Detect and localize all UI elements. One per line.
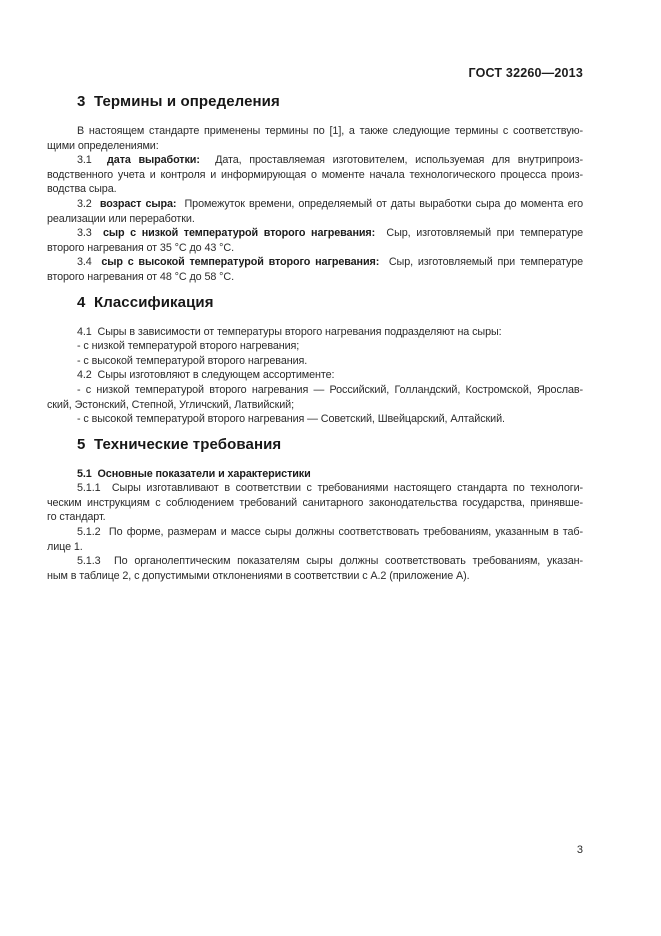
bold-term: сыр с высокой температурой второго нагревания: [101,256,380,269]
text-run: Сыр, изготовляемый при температуре [375,227,583,240]
section-heading: 3 Термины и определения [77,93,280,110]
paragraph [47,467,583,482]
paragraph-line [47,124,583,139]
paragraph-line [47,226,583,241]
bold-term: 5.1 Основные показатели и характеристики [77,467,311,480]
paragraph-line [47,412,583,427]
text-run: 4.1 Сыры в зависимости от температуры второго нагревания подразделяют на сыры: [77,325,502,338]
text-run: 3.2 [77,197,100,210]
text-run: 3.3 [77,227,103,240]
paragraph-line [47,197,583,212]
text-run: второго нагревания от 35 °С до 43 °С. [47,241,234,254]
text-run: го стандарт. [47,511,106,524]
paragraph [47,325,583,427]
paragraph [47,226,583,255]
paragraph [47,255,583,284]
paragraph-line [47,554,583,569]
paragraph-line [47,139,583,154]
page-number: 3 [576,844,583,856]
text-run: лице 1. [47,540,83,553]
text-run: водственного учета и контроля и информирующая о моменте начала технологического процесса произ- [47,168,583,181]
paragraph [47,153,583,197]
paragraph-line [47,241,583,256]
standard-designation-header: ГОСТ 32260—2013 [468,66,583,80]
text-run: 5.1.1 Сыры изготавливают в соответствии с требованиями настоящего стандарта по технологи- [77,482,583,495]
paragraph [47,525,583,554]
text-run: 5.1.3 По органолептическим показателям сыры должны соответствовать требованиям, указан- [77,555,583,568]
paragraph-line [47,354,583,369]
paragraph-line [47,368,583,383]
text-run: - с низкой температурой второго нагревания; [77,340,300,353]
paragraph-line [47,325,583,340]
text-run: водства сыра. [47,183,117,196]
paragraph-line [47,569,583,584]
section-heading: 5 Технические требования [77,435,282,453]
paragraph-line [47,255,583,270]
text-run: 3.4 [77,256,102,269]
text-run: - с высокой температурой второго нагревания. [77,354,308,367]
section-heading: 4 Классификация [77,293,214,311]
text-run: щими определениями: [47,139,159,152]
paragraph-line [47,510,583,525]
paragraph-line [47,540,583,555]
paragraph-line [47,153,583,168]
paragraph [47,197,583,226]
paragraph-line [47,270,583,285]
text-run: Промежуток времени, определяемый от даты выработки сыра до момента его [176,197,583,210]
text-run: - с высокой температурой второго нагревания — Советский, Швейцарский, Алтайский. [77,413,505,426]
paragraph-line [47,168,583,183]
text-run: второго нагревания от 48 °С до 58 °С. [47,270,234,283]
paragraph-line [47,182,583,197]
bold-term: сыр с низкой температурой второго нагревания: [103,227,376,240]
text-run: В настоящем стандарте применены термины по [1], а также следующие термины с соответствую- [77,125,583,137]
paragraph-line [47,398,583,413]
document-body [47,84,583,583]
paragraph-line [47,467,583,482]
paragraph [47,481,583,525]
paragraph-line [47,339,583,354]
text-run: ский, Эстонский, Степной, Угличский, Латвийский; [47,398,294,411]
text-run: 3.1 [77,154,108,167]
text-run: - с низкой температурой второго нагревания — Российский, Голландский, Костромской, Ярослав- [77,383,583,396]
paragraph-line [47,383,583,398]
paragraph [47,124,583,153]
text-run: Сыр, изготовляемый при температуре [379,256,583,269]
paragraph-line [47,525,583,540]
text-run: ным в таблице 2, с допустимыми отклонениями в соответствии с А.2 (приложение А). [47,569,470,582]
paragraph [47,554,583,583]
bold-term: дата выработки: [107,154,200,167]
text-run: 4.2 Сыры изготовляют в следующем ассортименте: [77,369,335,382]
bold-term: возраст сыра: [99,197,177,210]
paragraph-line [47,496,583,511]
text-run: Дата, проставляемая изготовителем, используемая для внутрипроиз- [199,154,583,167]
text-run: реализации или переработки. [47,212,195,225]
text-run: ческим инструкциям с соблюдением требований санитарного законодательства государства, принявше- [47,496,583,509]
paragraph-line [47,212,583,227]
paragraph-line [47,481,583,496]
text-run: 5.1.2 По форме, размерам и массе сыры должны соответствовать требованиям, указанным в таб- [77,526,583,539]
